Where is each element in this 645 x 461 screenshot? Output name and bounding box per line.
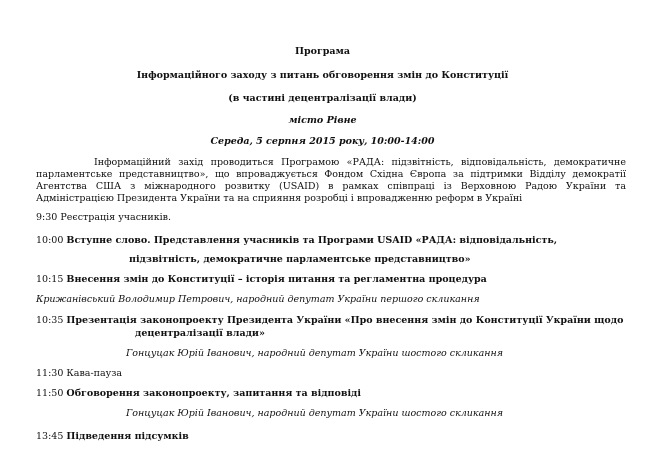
agenda-item-0930 xyxy=(36,212,171,224)
agenda-item-1000 xyxy=(36,235,557,247)
agenda-text: Вступне слово. Представлення учасників та Програми USAID «РАДА: відповідальність, xyxy=(66,235,558,246)
agenda-text: Реєстрація учасників. xyxy=(60,212,172,223)
agenda-item-1345 xyxy=(36,431,189,443)
program-title: Програма xyxy=(295,46,350,57)
agenda-time: 10:15 xyxy=(36,274,64,285)
agenda-speaker: Гонцуцак Юрій Іванович, народний депутат України шостого скликання xyxy=(126,408,504,419)
agenda-speaker: Гонцуцак Юрій Іванович, народний депутат України шостого скликання xyxy=(126,348,504,359)
agenda-text: Кава-пауза xyxy=(66,368,123,379)
agenda-time: 10:00 xyxy=(36,235,64,246)
agenda-text: Презентація законопроекту Президента України «Про внесення змін до Конституції України щодо xyxy=(66,315,624,326)
agenda-item-1150 xyxy=(36,388,361,400)
agenda-text: Підведення підсумків xyxy=(66,431,189,442)
agenda-item-1035 xyxy=(36,315,623,327)
agenda-text: Обговорення законопроекту, запитання та відповіді xyxy=(66,388,361,399)
agenda-time: 13:45 xyxy=(36,431,64,442)
program-subtitle-2: (в частині децентралізації влади) xyxy=(228,93,417,104)
agenda-time: 11:30 xyxy=(36,368,64,379)
agenda-time: 11:50 xyxy=(36,388,64,399)
agenda-item-1130 xyxy=(36,368,122,380)
agenda-text-continuation: підзвітність, демократичне парламентське представництво» xyxy=(129,254,471,265)
agenda-text-continuation: децентралізації влади» xyxy=(135,328,265,339)
program-subtitle: Інформаційного заходу з питань обговорення змін до Конституції xyxy=(136,70,509,81)
intro-paragraph: Інформаційний захід проводиться Програмою «РАДА: підзвітність, відповідальність, демократичне парламентське представництво», що впроваджується Фондом Східна Європа за підтримки Відділу демократії Агентства США з міжнародного розвитку (USAID) в рамках співпраці із Верховною Радою України та Адміністрацією Президента України та на сприяння розробці і впровадженню реформ в Україні xyxy=(36,157,626,204)
agenda-time: 9:30 xyxy=(36,212,58,223)
program-city: місто Рівне xyxy=(288,115,357,126)
agenda-text: Внесення змін до Конституції – історія питання та регламентна процедура xyxy=(66,274,487,285)
agenda-speaker: Крижанівський Володимир Петрович, народний депутат України першого скликання xyxy=(36,294,480,305)
agenda-item-1015 xyxy=(36,274,487,286)
agenda-time: 10:35 xyxy=(36,315,64,326)
program-date: Середа, 5 серпня 2015 року, 10:00-14:00 xyxy=(210,136,435,147)
